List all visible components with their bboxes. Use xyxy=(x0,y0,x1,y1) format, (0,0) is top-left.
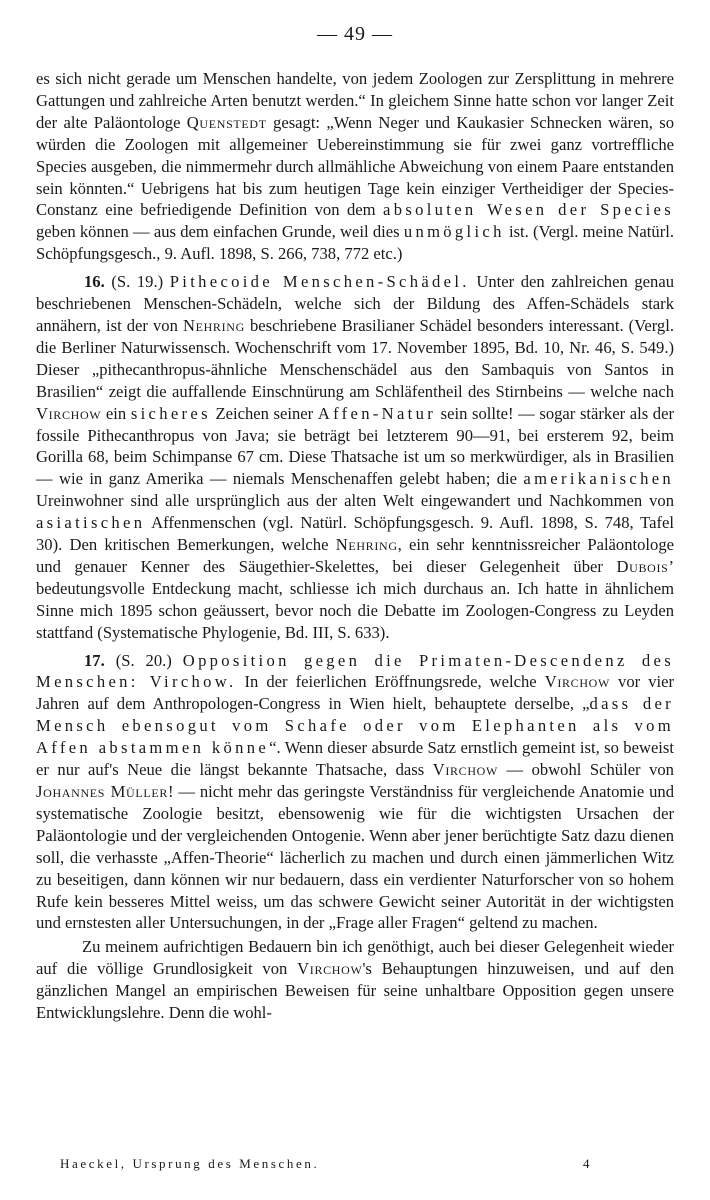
page-footer xyxy=(60,1156,590,1172)
spaced-emphasis: Affen-Natur xyxy=(317,403,437,423)
paragraph-1 xyxy=(36,68,674,265)
section-heading: Pithecoide Menschen-Schädel. xyxy=(169,272,470,292)
paragraph-16 xyxy=(36,271,674,643)
paragraph-continuation xyxy=(36,936,674,1024)
text-run: ist. (Vergl. meine Natürl. Schöpfungsgesch., 9. Aufl. 1898, S. 266, 738, 772 etc.) xyxy=(36,222,674,264)
text-run: , ein sehr kenntnissreicher Paläontologe und genauer Kenner des Säugethier-Skelettes, bei dieser Gelegenheit über xyxy=(36,535,674,576)
author-name: Quenstedt xyxy=(186,112,267,132)
body-text xyxy=(36,68,674,1024)
author-name: Virchow xyxy=(36,403,102,423)
text-run: ein xyxy=(101,403,131,423)
page-number: — 49 — xyxy=(317,23,393,45)
signature-mark: 4 xyxy=(583,1156,590,1171)
text-run: In der feierlichen Eröffnungsrede, welche xyxy=(236,672,545,692)
text-run: ’ bedeutungsvolle Entdeckung macht, schliesse ich mich durchaus an. Ich hatte in ähnlichem Sinne mich 1895 schon geäussert, bevor noch die Debatte im Zoologen-Congress zu Leyden stattfand (Systematische Phylogenie, Bd. III, S. 633). xyxy=(36,556,674,642)
author-name: Johannes Müller xyxy=(36,782,169,801)
author-name: Virchow xyxy=(432,760,498,780)
page-reference: (S. 19.) xyxy=(104,272,170,292)
text-run: sein sollte! — sogar stärker als der fossile Pithecanthropus von Java; sie beträgt bei letzterem 90—91, bei ersterem 92, beim Gorilla 68, beim Schimpanse 67 cm. Diese Thatsache ist um so merkwürdiger, als in Brasilien — wie in ganz Amerika — niemals Menschenaffen gelebt haben; die xyxy=(36,403,674,489)
text-run: ! — nicht mehr das geringste Verständniss für vergleichende Anatomie und systematische Zoologie besitzt, ebensowenig wie für die wichtigsten Ursachen der Paläontologie und der vergleichenden Ontogenie. Wenn aber jener berüchtigte Satz dazu dienen soll, die verhasste „Affen-Theorie“ lächerlich zu machen und durch einen jämmerlichen Witz zu beseitigen, dann können wir nur bedauern, dass ein verdienter Naturforscher von so hohem Rufe kein besseres Mittel weiss, um das schwere Gewicht seiner Autorität in der wichtigsten und ernstesten aller Untersuchungen, in der „Frage aller Fragen“ geltend zu machen. xyxy=(36,782,674,933)
spaced-emphasis: absoluten Wesen der Species xyxy=(383,200,675,220)
paragraph-17 xyxy=(36,650,674,935)
page-reference: (S. 20.) xyxy=(104,650,183,670)
text-run: Zu meinem aufrichtigen Bedauern bin ich genöthigt, auch bei dieser Gelegenheit wieder auf die völlige Grundlosigkeit von xyxy=(36,937,674,979)
spaced-emphasis: asiatischen xyxy=(36,513,146,533)
author-name: Nehring xyxy=(335,535,398,555)
text-run: gesagt: „Wenn Neger und Kaukasier Schnecken wären, so würden die Zoologen mit allgemeiner Uebereinstimmung sie für zwei ganz vortreffliche Species ausgeben, die nimmermehr durch allmähliche Abweichung von einem Paare entstanden sein könnten.“ Uebrigens hat bis zum heutigen Tage kein einziger Vertheidiger der Species-Constanz eine befriedigende Definition von dem xyxy=(36,112,674,220)
text-run: Affenmenschen (vgl. Natürl. Schöpfungsgesch. 9. Aufl. 1898, S. 748, Tafel 30). Den kritischen Bemerkungen, welche xyxy=(36,513,674,555)
section-heading: Opposition gegen die Primaten-Descendenz des Menschen: Virchow. xyxy=(36,650,674,692)
spaced-emphasis: sicheres xyxy=(130,403,211,423)
text-run: 's Behauptungen hinzuweisen, und auf den gänzlichen Mangel an empirischen Beweisen für seine unhaltbare Opposition gegen unsere Entwicklungslehre. Denn die wohl- xyxy=(36,959,675,1023)
author-name: Virchow xyxy=(297,959,363,979)
author-name: Nehring xyxy=(182,315,245,335)
text-run: Unter den zahlreichen genau beschriebenen Menschen-Schädeln, welche sich der Bildung des Affen-Schädels stark annähern, ist der von xyxy=(36,272,674,335)
author-name: Dubois xyxy=(616,556,669,576)
footer-signature: Haeckel, Ursprung des Menschen. xyxy=(60,1156,320,1171)
spaced-emphasis: amerikanischen xyxy=(523,469,674,489)
text-run: geben können — aus dem einfachen Grunde, weil dies xyxy=(36,222,404,242)
text-run: “. Wenn dieser absurde Satz ernstlich gemeint ist, so beweist er nur auf's Neue die längst bekannte Thatsache, dass xyxy=(36,738,674,780)
text-run: beschriebene Brasilianer Schädel besonders interessant. (Vergl. die Berliner Naturwissensch. Wochenschrift vom 17. November 1895, Bd. 10, Nr. 46, S. 549.) Dieser „pithecanthropus-ähnliche Menschenschädel aus den Sambaquis von Santos in Brasilien“ zeigt die auffallende Einschnürung am Schläfentheil des Stirnbeins — welche nach xyxy=(36,315,674,401)
text-run: es sich nicht gerade um Menschen handelte, von jedem Zoologen zur Zersplittung in mehrere Gattungen und zahlreiche Arten benutzt werden.“ In gleichem Sinne hatte schon vor langer Zeit der alte Paläontologe xyxy=(36,69,674,132)
text-run: vor vier Jahren auf dem Anthropologen-Congress in Wien hielt, behauptete derselbe, „ xyxy=(36,672,674,714)
spaced-quote: dass der Mensch ebensogut vom Schafe oder vom Elephanten als vom Affen abstammen könne xyxy=(36,694,674,758)
text-run: — obwohl Schüler von xyxy=(498,760,674,780)
author-name: Virchow xyxy=(544,672,610,692)
spaced-emphasis: unmöglich xyxy=(403,222,505,242)
note-number: 16. xyxy=(84,272,105,292)
text-run: Ureinwohner sind alle ursprünglich aus der alten Welt eingewandert und Nachkommen von xyxy=(36,491,674,511)
text-run: Zeichen seiner xyxy=(210,403,318,423)
note-number: 17. xyxy=(84,650,105,670)
